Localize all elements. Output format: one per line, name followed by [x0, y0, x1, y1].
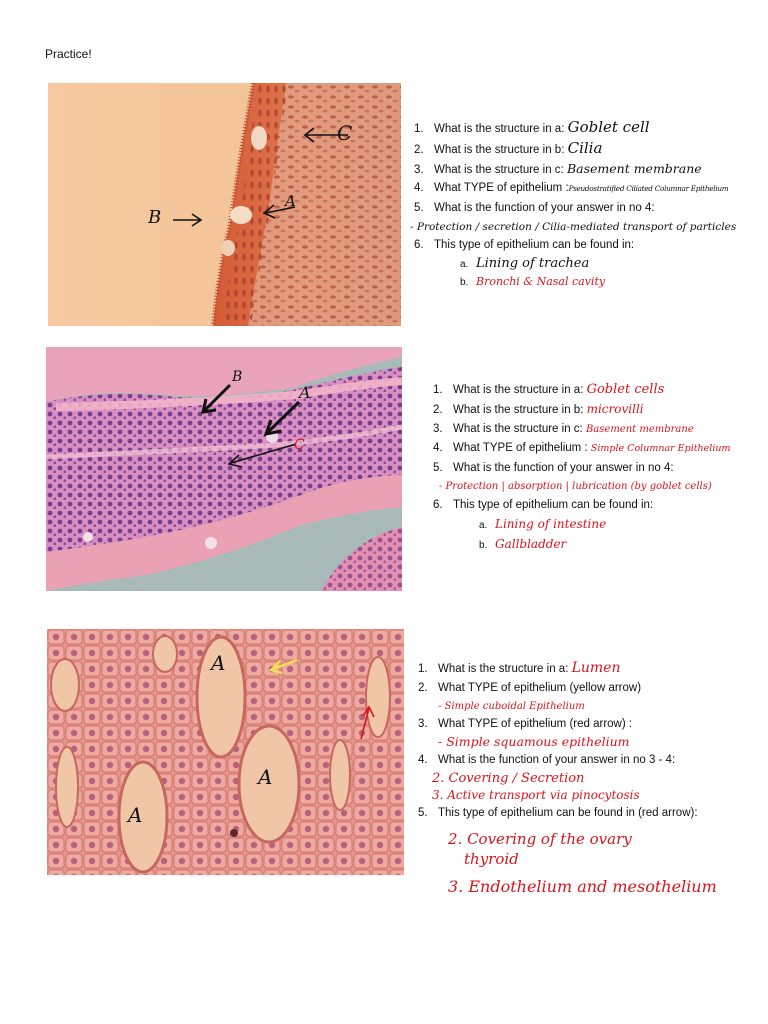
questions-section-1	[410, 118, 764, 291]
label-a: A	[258, 765, 273, 789]
questions-section-3	[418, 659, 764, 899]
label-b: B	[148, 207, 162, 228]
found-in-b: Bronchi & Nasal cavity	[476, 274, 606, 288]
label-a: A	[128, 803, 143, 827]
found-in-b: Gallbladder	[495, 536, 567, 551]
function-answer: - Protection / secretion / Cilia-mediated transport of particles	[410, 220, 737, 233]
question-item: 3. What is the structure in c: Basement membrane	[433, 422, 694, 435]
question-item: 1. What is the structure in a: Lumen	[418, 660, 621, 676]
found-in-list: a. Lining of trachea b. Bronchi & Nasal cavity	[460, 255, 606, 288]
question-item: 4. What is the function of your answer in no 3 - 4:	[418, 754, 676, 767]
function-answer: 2. Covering / Secretion 3. Active transport via pinocytosis	[432, 771, 640, 803]
question-item: 6. This type of epithelium can be found in:	[433, 498, 654, 511]
label-b: B	[232, 369, 243, 385]
question-item: 4. What TYPE of epithelium : Simple Columnar Epithelium	[433, 442, 731, 455]
label-a: A	[211, 651, 226, 675]
label-c: C	[337, 121, 353, 145]
question-item: 4. What TYPE of epithelium :Pseudostratified Ciliated Columnar Epithelium	[414, 182, 729, 195]
answer: Basement membrane	[585, 423, 694, 435]
answer: microvilli	[586, 401, 644, 416]
question-item: 1. What is the structure in a: Goblet cell	[414, 118, 650, 136]
question-item: 6. This type of epithelium can be found in:	[414, 238, 635, 251]
micrograph-thyroid	[47, 629, 404, 875]
found-in-list: a. Lining of intestine b. Gallbladder	[479, 516, 607, 551]
answer: Goblet cell	[567, 118, 650, 136]
question-item: 3. What TYPE of epithelium (red arrow) :	[418, 717, 633, 730]
label-c: C	[294, 437, 305, 453]
question-item: 2. What TYPE of epithelium (yellow arrow)	[418, 681, 642, 694]
label-a: A	[299, 383, 311, 402]
found-in-a: Lining of trachea	[476, 255, 590, 271]
question-item: 2. What is the structure in b: Cilia	[414, 138, 603, 157]
answer: Pseudostratified Ciliated Columnar Epithelium	[568, 184, 729, 194]
answer: Cilia	[567, 138, 603, 157]
question-item: 3. What is the structure in c: Basement membrane	[414, 160, 702, 176]
micrograph-intestine	[46, 347, 402, 591]
answer: - Simple squamous epithelium	[438, 734, 630, 750]
question-item: 5. What is the function of your answer in no 4:	[414, 202, 655, 215]
answer: Goblet cells	[586, 382, 665, 397]
function-answer: - Protection | absorption | lubrication (by goblet cells)	[439, 480, 712, 492]
page-title: Practice!	[45, 47, 92, 61]
found-in-a: Lining of intestine	[495, 516, 607, 531]
found-in-answer: 2. Covering of the ovary thyroid 3. Endothelium and mesothelium	[448, 829, 717, 896]
answer: Lumen	[571, 660, 621, 676]
question-item: 5. This type of epithelium can be found in (red arrow):	[418, 807, 698, 820]
label-a: A	[285, 192, 296, 210]
answer: Simple Columnar Epithelium	[590, 443, 731, 455]
micrograph-trachea	[48, 83, 401, 326]
question-item: 2. What is the structure in b: microvilli	[433, 401, 644, 416]
answer: Basement membrane	[566, 160, 702, 176]
question-item: 5. What is the function of your answer in no 4:	[433, 462, 674, 475]
answer: - Simple cuboidal Epithelium	[438, 700, 585, 712]
questions-section-2	[433, 381, 766, 555]
question-item: 1. What is the structure in a: Goblet cells	[433, 382, 665, 397]
